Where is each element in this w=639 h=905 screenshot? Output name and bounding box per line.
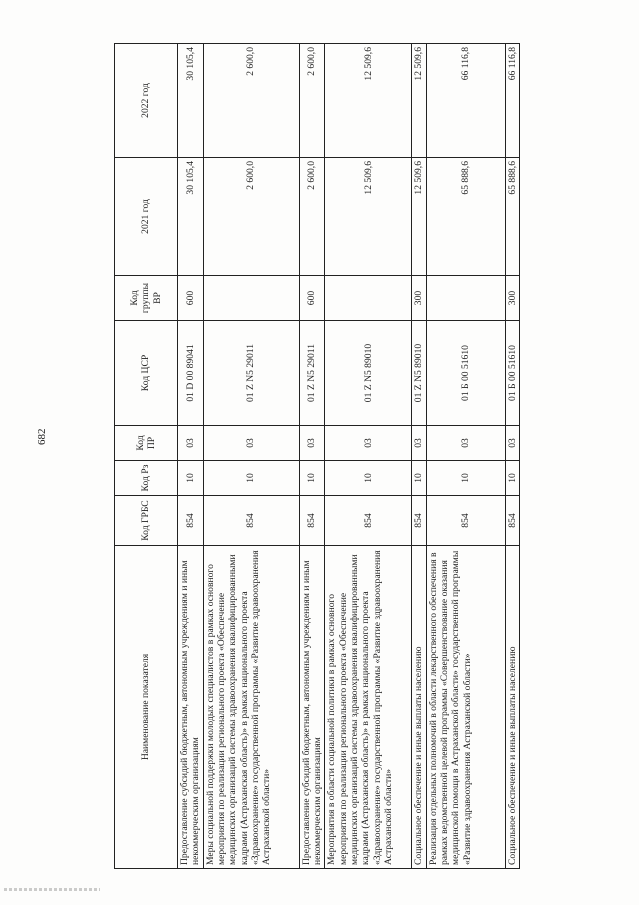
cell-csr: 01 Z N5 29011	[203, 321, 299, 426]
cell-name: Предоставление субсидий бюджетным, автономным учреждениям и иным некоммерческим организациям	[299, 546, 325, 869]
cell-pr: 03	[505, 426, 519, 461]
header-2022: 2022 год	[115, 44, 178, 158]
cell-csr: 01 Б 00 51610	[426, 321, 505, 426]
cell-pr: 03	[299, 426, 325, 461]
header-grbs: Код ГРБС	[115, 496, 178, 546]
cell-grbs: 854	[325, 496, 412, 546]
cell-pr: 03	[203, 426, 299, 461]
table-row	[325, 44, 412, 869]
table-row	[426, 44, 505, 869]
cell-grbs: 854	[426, 496, 505, 546]
cell-name: Социальное обеспечение и иные выплаты населению	[412, 546, 426, 869]
cell-vr: 300	[412, 276, 426, 321]
cell-rz: 10	[299, 461, 325, 496]
cell-rz: 10	[178, 461, 204, 496]
cell-2022: 12 509,6	[325, 44, 412, 158]
cell-rz: 10	[412, 461, 426, 496]
scan-artifact	[4, 888, 100, 891]
cell-name: Предоставление субсидий бюджетным, автономным учреждениям и иным некоммерческим организациям	[178, 546, 204, 869]
table-row	[505, 44, 519, 869]
cell-rz: 10	[203, 461, 299, 496]
cell-2021: 2 600,0	[299, 158, 325, 276]
cell-pr: 03	[178, 426, 204, 461]
cell-csr: 01 Z N5 89010	[412, 321, 426, 426]
cell-2022: 66 116,8	[505, 44, 519, 158]
cell-rz: 10	[325, 461, 412, 496]
cell-csr: 01 Б 00 51610	[505, 321, 519, 426]
cell-name: Социальное обеспечение и иные выплаты населению	[505, 546, 519, 869]
cell-name: Мероприятия в области социальной политики в рамках основного мероприятия по реализации регионального проекта «Обеспечение медицинских организаций системы здравоохранения квалифицированными кадрами (Астраханская область)» в рамках национального проекта «Здравоохранение» государственной программы «Развитие здравоохранения Астраханской области»	[325, 546, 412, 869]
cell-pr: 03	[325, 426, 412, 461]
table-row	[203, 44, 299, 869]
header-2021: 2021 год	[115, 158, 178, 276]
cell-2022: 66 116,8	[426, 44, 505, 158]
header-rz: Код Рз	[115, 461, 178, 496]
cell-vr: 300	[505, 276, 519, 321]
cell-2022: 12 509,6	[412, 44, 426, 158]
cell-vr	[203, 276, 299, 321]
cell-csr: 01 Z N5 29011	[299, 321, 325, 426]
page-number: 682	[36, 428, 48, 445]
cell-pr: 03	[426, 426, 505, 461]
rotated-page	[114, 44, 518, 869]
cell-rz: 10	[505, 461, 519, 496]
cell-2022: 2 600,0	[203, 44, 299, 158]
cell-2021: 12 509,6	[325, 158, 412, 276]
cell-2021: 65 888,6	[426, 158, 505, 276]
cell-2021: 65 888,6	[505, 158, 519, 276]
budget-table	[114, 43, 520, 869]
cell-csr: 01 D 00 89041	[178, 321, 204, 426]
cell-pr: 03	[412, 426, 426, 461]
cell-vr	[325, 276, 412, 321]
cell-grbs: 854	[299, 496, 325, 546]
cell-2021: 30 105,4	[178, 158, 204, 276]
cell-vr	[426, 276, 505, 321]
header-pr: Код ПР	[115, 426, 178, 461]
cell-2022: 30 105,4	[178, 44, 204, 158]
header-row	[115, 44, 178, 869]
table-row	[178, 44, 204, 869]
cell-vr: 600	[178, 276, 204, 321]
cell-grbs: 854	[203, 496, 299, 546]
cell-2021: 12 509,6	[412, 158, 426, 276]
cell-name: Меры социальной поддержки молодых специалистов в рамках основного мероприятия по реализации регионального проекта «Обеспечение медицинских организаций системы здравоохранения квалифицированными кадрами (Астраханская область)» в рамках национального проекта «Здравоохранение» государственной программы «Развитие здравоохранения Астраханской области»	[203, 546, 299, 869]
cell-rz: 10	[426, 461, 505, 496]
cell-csr: 01 Z N5 89010	[325, 321, 412, 426]
cell-grbs: 854	[178, 496, 204, 546]
cell-grbs: 854	[505, 496, 519, 546]
header-name: Наименование показателя	[115, 546, 178, 869]
table-row	[412, 44, 426, 869]
table-row	[299, 44, 325, 869]
header-csr: Код ЦСР	[115, 321, 178, 426]
header-vr: Код группы ВР	[115, 276, 178, 321]
cell-name: Реализация отдельных полномочий в области лекарственного обеспечения в рамках ведомственной целевой программы «Совершенствование оказания медицинской помощи в Астраханской области» государственной программы «Развитие здравоохранения Астраханской области»	[426, 546, 505, 869]
cell-grbs: 854	[412, 496, 426, 546]
cell-vr: 600	[299, 276, 325, 321]
cell-2022: 2 600,0	[299, 44, 325, 158]
cell-2021: 2 600,0	[203, 158, 299, 276]
